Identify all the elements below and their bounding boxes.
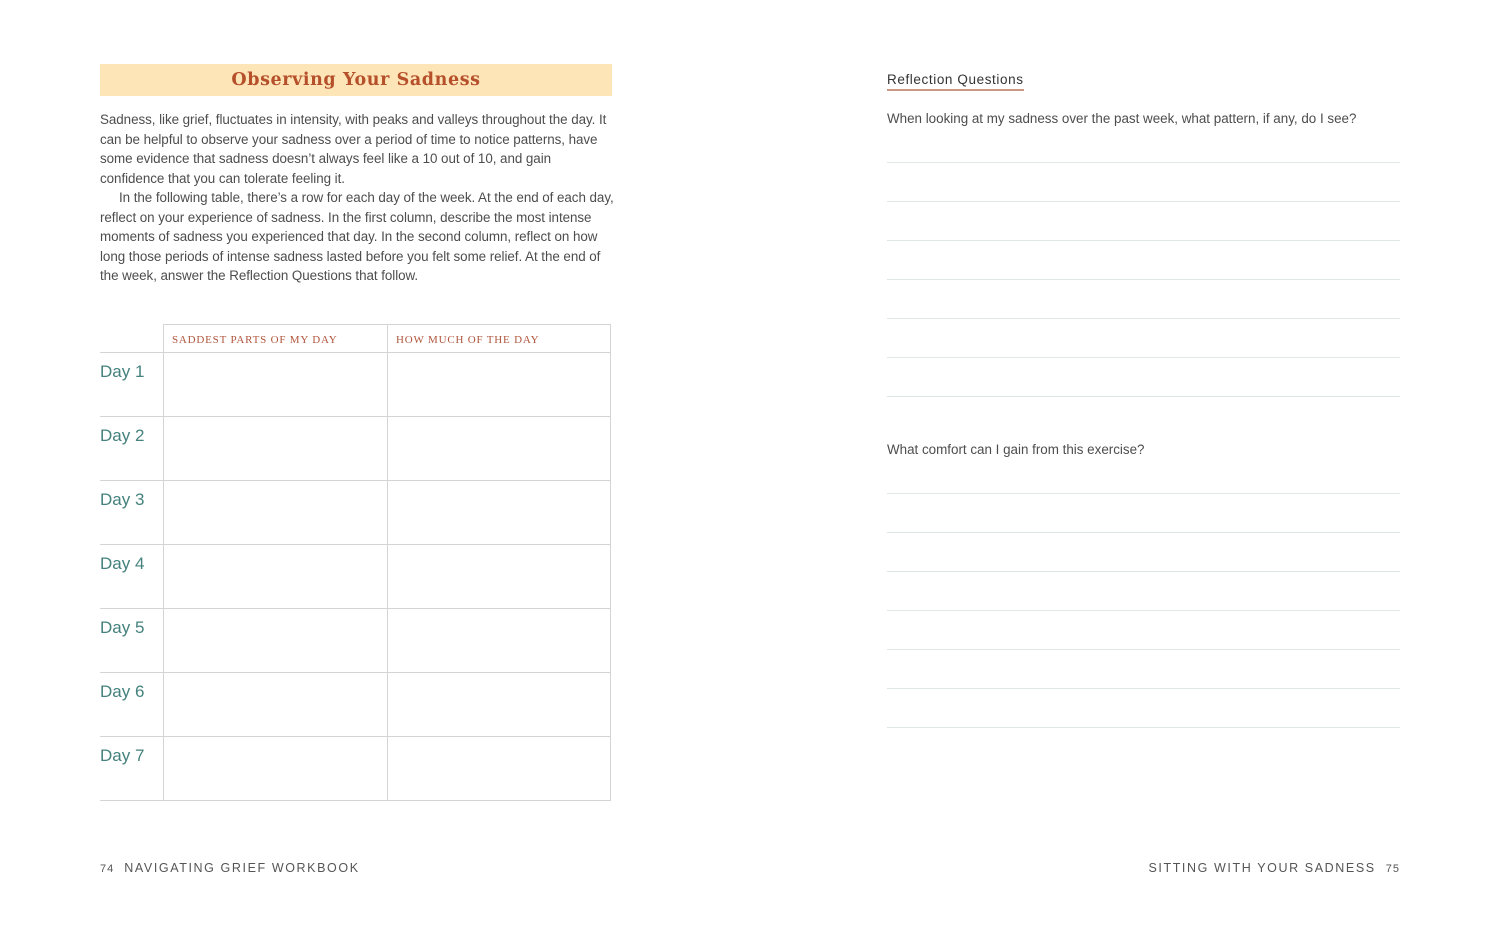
table-row: [100, 545, 611, 609]
answer-line[interactable]: [887, 572, 1400, 611]
day-label: Day 2: [100, 426, 145, 445]
how-much-cell[interactable]: [387, 417, 611, 480]
answer-line[interactable]: [887, 611, 1400, 650]
intro-text: [100, 110, 616, 286]
answer-line[interactable]: [887, 533, 1400, 572]
answer-lines-2[interactable]: [887, 455, 1400, 728]
how-much-cell[interactable]: [387, 545, 611, 608]
answer-line[interactable]: [887, 202, 1400, 241]
column-header-saddest: SADDEST PARTS OF MY DAY: [163, 324, 387, 353]
table-row: [100, 673, 611, 737]
answer-line[interactable]: [887, 494, 1400, 533]
answer-line[interactable]: [887, 163, 1400, 202]
answer-line[interactable]: [887, 689, 1400, 728]
day-label: Day 6: [100, 682, 145, 701]
answer-line[interactable]: [887, 455, 1400, 494]
answer-line[interactable]: [887, 358, 1400, 397]
day-label: Day 3: [100, 490, 145, 509]
table-row: [100, 609, 611, 673]
table-row: [100, 481, 611, 545]
page-number: 75: [1385, 863, 1400, 875]
how-much-cell[interactable]: [387, 673, 611, 736]
table-row: [100, 417, 611, 481]
saddest-cell[interactable]: [163, 609, 387, 672]
right-page: [750, 0, 1500, 925]
day-label: Day 5: [100, 618, 145, 637]
page-number: 74: [100, 863, 115, 875]
how-much-cell[interactable]: [387, 481, 611, 544]
sadness-tracker-table: [100, 324, 611, 801]
day-label: Day 4: [100, 554, 145, 573]
how-much-cell[interactable]: [387, 609, 611, 672]
table-corner: [100, 324, 163, 353]
question-1: When looking at my sadness over the past week, what pattern, if any, do I see?: [887, 111, 1357, 126]
saddest-cell[interactable]: [163, 417, 387, 480]
question-2: What comfort can I gain from this exercise?: [887, 442, 1145, 457]
saddest-cell[interactable]: [163, 353, 387, 416]
column-header-how-much: HOW MUCH OF THE DAY: [387, 324, 611, 353]
table-header: [100, 324, 611, 353]
table-row: [100, 737, 611, 801]
footer-right: [1148, 861, 1400, 875]
how-much-cell[interactable]: [387, 737, 611, 800]
answer-line[interactable]: [887, 319, 1400, 358]
reflection-heading: Reflection Questions: [887, 72, 1024, 91]
saddest-cell[interactable]: [163, 481, 387, 544]
saddest-cell[interactable]: [163, 737, 387, 800]
running-head: SITTING WITH YOUR SADNESS: [1148, 861, 1376, 875]
answer-lines-1[interactable]: [887, 124, 1400, 397]
saddest-cell[interactable]: [163, 673, 387, 736]
intro-paragraph: In the following table, there’s a row for each day of the week. At the end of each day, reflect on your experience of sadness. In the first column, describe the most intense moments of sadness you experienced that day. In the second column, reflect on how long those periods of intense sadness lasted before you felt some relief. At the end of the week, answer the Reflection Questions that follow.: [100, 190, 614, 283]
title-band: [100, 64, 612, 96]
intro-paragraph: Sadness, like grief, fluctuates in intensity, with peaks and valleys throughout the day. It can be helpful to observe your sadness over a period of time to notice patterns, have some evidence that sadness doesn’t always feel like a 10 out of 10, and gain confidence that you can tolerate feeling it.: [100, 112, 607, 186]
day-label: Day 7: [100, 746, 145, 765]
answer-line[interactable]: [887, 124, 1400, 163]
running-head: NAVIGATING GRIEF WORKBOOK: [124, 861, 360, 875]
saddest-cell[interactable]: [163, 545, 387, 608]
day-label: Day 1: [100, 362, 145, 381]
footer-left: [100, 861, 360, 875]
answer-line[interactable]: [887, 650, 1400, 689]
how-much-cell[interactable]: [387, 353, 611, 416]
page-title: Observing Your Sadness: [231, 70, 481, 90]
answer-line[interactable]: [887, 241, 1400, 280]
table-row: [100, 353, 611, 417]
answer-line[interactable]: [887, 280, 1400, 319]
